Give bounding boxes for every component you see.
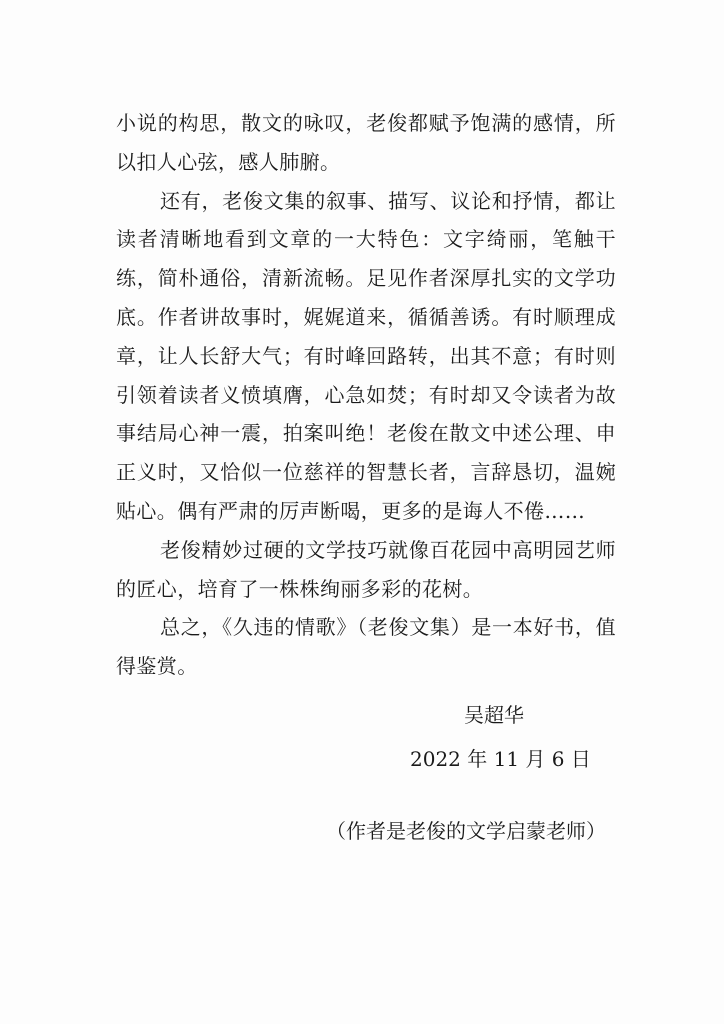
body-text bbox=[116, 104, 616, 686]
paragraph-2: 还有，老俊文集的叙事、描写、议论和抒情，都让读者清晰地看到文章的一大特色：文字绮丽，笔触干练，简朴通俗，清新流畅。足见作者深厚扎实的文学功底。作者讲故事时，娓娓道来，循循善诱。有时顺理成章，让人长舒大气；有时峰回路转，出其不意；有时则引领着读者义愤填膺，心急如焚；有时却又令读者为故事结局心神一震，拍案叫绝！老俊在散文中述公理、申正义时，又恰似一位慈祥的智慧长者，言辞恳切，温婉贴心。偶有严肃的厉声断喝，更多的是诲人不倦…… bbox=[116, 188, 616, 523]
author-signature: 吴超华 bbox=[464, 703, 524, 727]
author-note: （作者是老俊的文学启蒙老师） bbox=[326, 819, 606, 843]
signature-date: 2022 年 11 月 6 日 bbox=[410, 747, 591, 771]
paragraph-1: 小说的构思，散文的咏叹，老俊都赋予饱满的感情，所以扣人心弦，感人肺腑。 bbox=[116, 111, 616, 174]
paragraph-3: 老俊精妙过硬的文学技巧就像百花园中高明园艺师的匠心，培育了一株株绚丽多彩的花树。 bbox=[116, 537, 616, 601]
paragraph-4: 总之，《久违的情歌》（老俊文集）是一本好书，值得鉴赏。 bbox=[116, 615, 616, 679]
